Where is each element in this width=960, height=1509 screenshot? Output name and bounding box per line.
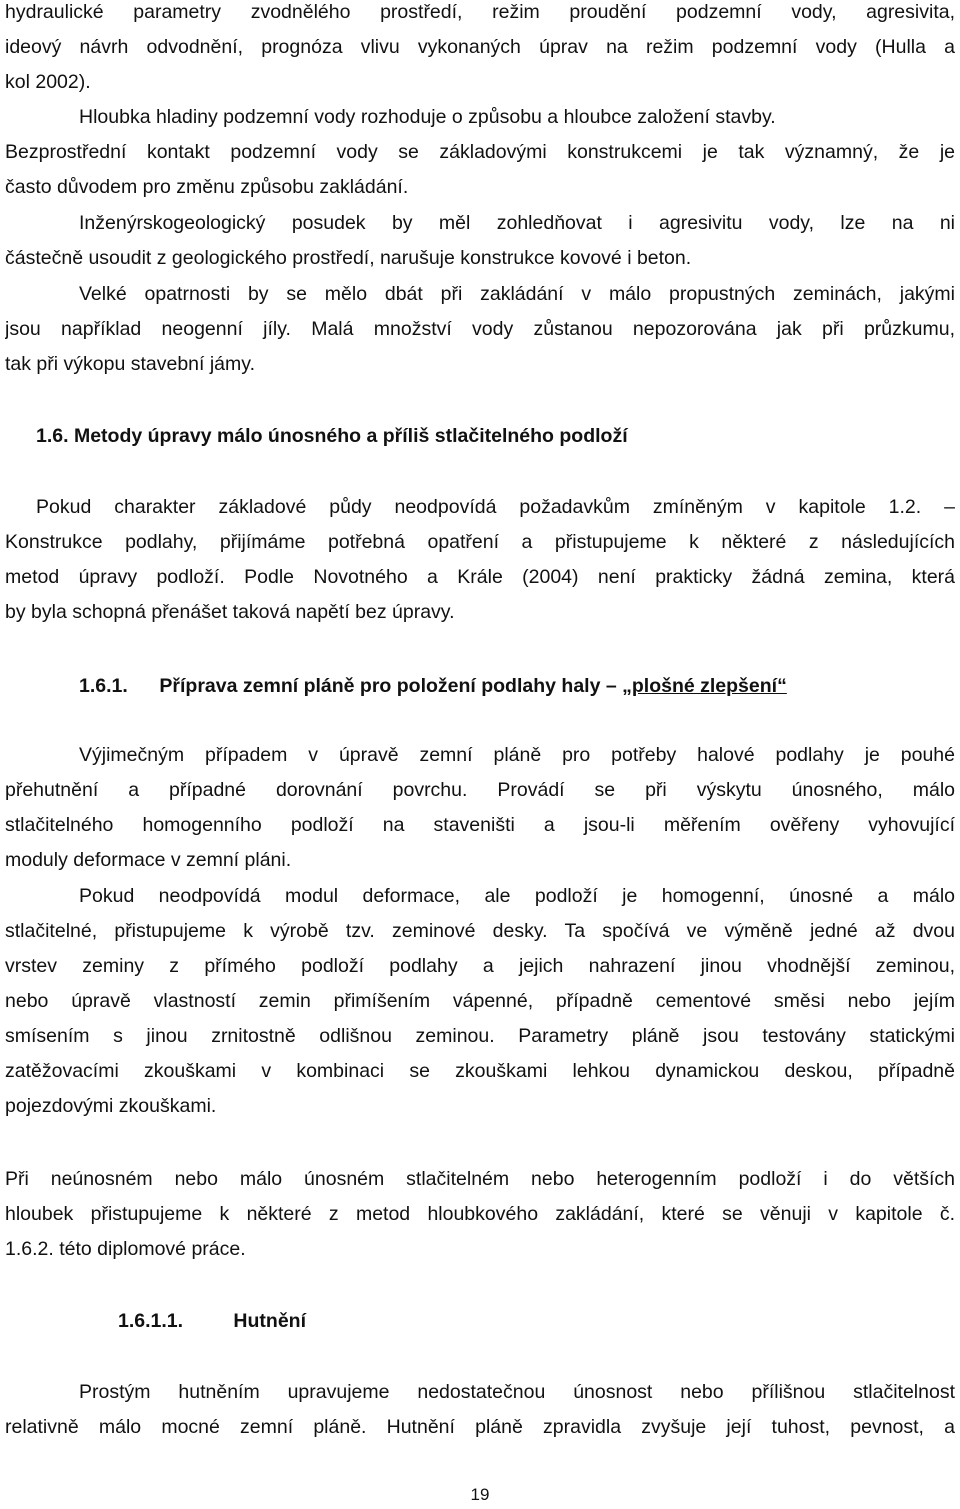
section-1-6-1-paragraph-b [5, 879, 955, 1124]
text-line: často důvodem pro změnu způsobu zakládání. [5, 176, 409, 198]
section-1-6-1-paragraph-c [5, 1162, 955, 1267]
page-number: 19 [470, 1485, 490, 1504]
text-line: ideový návrh odvodnění, prognóza vlivu vykonaných úprav na režim podzemní vody (Hulla a [5, 36, 955, 58]
text-line: tak při výkopu stavební jámy. [5, 353, 255, 375]
text-line: Inženýrskogeologický posudek by měl zohledňovat i agresivitu vody, lze na ni [79, 212, 955, 234]
section-title: Příprava zemní pláně pro položení podlahy haly – [159, 675, 617, 697]
text-line: 1.6.2. této diplomové práce. [5, 1238, 246, 1260]
text-line: metod úpravy podloží. Podle Novotného a Krále (2004) není prakticky žádná zemina, která [5, 566, 955, 588]
text-line: Velké opatrnosti by se mělo dbát při zakládání v málo propustných zeminách, jakými [79, 283, 955, 305]
text-line: Výjimečným případem v úpravě zemní pláně pro potřeby halové podlahy je pouhé [79, 744, 955, 766]
text-line: Při neúnosném nebo málo únosném stlačitelném nebo heterogenním podloží i do větších [5, 1168, 955, 1190]
section-title: Metody úpravy málo únosného a příliš stlačitelného podloží [73, 425, 628, 447]
text-line: Konstrukce podlahy, přijímáme potřebná opatření a přistupujeme k některé z následujících [5, 531, 955, 553]
text-line: Bezprostřední kontakt podzemní vody se základovými konstrukcemi je tak významný, že je [5, 141, 955, 163]
caution-paragraph [5, 277, 955, 382]
text-line: stlačitelné, přistupujeme k výrobě tzv. zeminové desky. Ta spočívá ve výměně jedné až dvou [5, 920, 955, 942]
text-line: kol 2002). [5, 71, 91, 93]
text-line: zatěžovacími zkouškami v kombinaci se zkouškami lehkou dynamickou deskou, případně [5, 1060, 955, 1082]
text-line: by byla schopná přenášet taková napětí bez úpravy. [5, 601, 455, 623]
text-line: Hloubka hladiny podzemní vody rozhoduje o způsobu a hloubce založení stavby. [79, 106, 776, 128]
section-heading-1-6-1 [5, 669, 955, 704]
section-title-underlined: „plošné zlepšení“ [622, 675, 787, 697]
text-line: relativně málo mocné zemní pláně. Hutnění pláně zpravidla zvyšuje její tuhost, pevnost, a [5, 1416, 955, 1438]
text-line: hydraulické parametry zvodnělého prostředí, režim proudění podzemní vody, agresivita, [5, 1, 955, 23]
section-1-6-1-1-paragraph [5, 1375, 955, 1445]
section-1-6-paragraph [5, 490, 955, 630]
text-line: pojezdovými zkouškami. [5, 1095, 217, 1117]
section-title: Hutnění [233, 1310, 306, 1332]
text-line: stlačitelného homogenního podloží na staveništi a jsou-li měřením ověřeny vyhovující [5, 814, 955, 836]
continuation-paragraph [5, 0, 955, 100]
text-line: nebo úpravě vlastností zemin přimíšením vápenné, případně cementové směsi nebo jejím [5, 990, 955, 1012]
section-heading-1-6 [5, 419, 956, 454]
section-heading-1-6-1-1 [5, 1304, 955, 1339]
section-number: 1.6.1. [79, 675, 128, 697]
text-line: hloubek přistupujeme k některé z metod hloubkového zakládání, které se věnuji v kapitole č. [5, 1203, 955, 1225]
aggressivity-paragraph [5, 206, 955, 276]
text-line: částečně usoudit z geologického prostředí, narušuje konstrukce kovové i beton. [5, 247, 692, 269]
text-line: smísením s jinou zrnitostně odlišnou zeminou. Parametry pláně jsou testovány statickými [5, 1025, 955, 1047]
text-line: Prostým hutněním upravujeme nedostatečnou únosnost nebo přílišnou stlačitelnost [79, 1381, 955, 1403]
section-number: 1.6.1.1. [118, 1310, 184, 1332]
text-line: moduly deformace v zemní pláni. [5, 849, 292, 871]
text-line: vrstev zeminy z přímého podloží podlahy a jejich nahrazení jinou vhodnější zeminou, [5, 955, 955, 977]
text-line: přehutnění a případné dorovnání povrchu. Provádí se při výskytu únosného, málo [5, 779, 955, 801]
text-line: jsou například neogenní jíly. Malá množství vody zůstanou nepozorována jak při průzkumu, [5, 318, 955, 340]
text-line: Pokud neodpovídá modul deformace, ale podloží je homogenní, únosné a málo [79, 885, 955, 907]
groundwater-depth-paragraph [5, 100, 955, 205]
section-number: 1.6. [36, 425, 69, 447]
text-line: Pokud charakter základové půdy neodpovídá požadavkům zmíněným v kapitole 1.2. – [36, 496, 955, 518]
section-1-6-1-paragraph-a [5, 738, 955, 878]
